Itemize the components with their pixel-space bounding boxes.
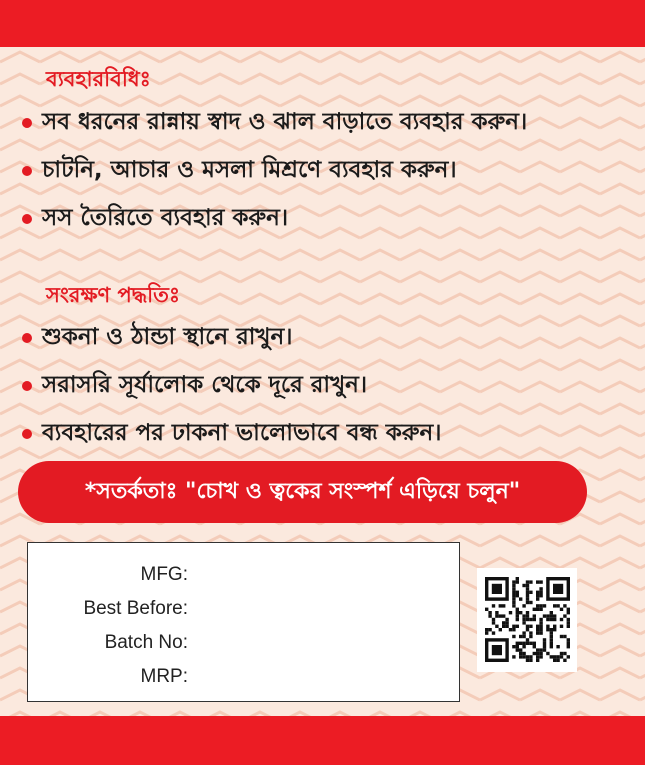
top-red-band [0, 0, 645, 47]
storage-item: সরাসরি সূর্যালোক থেকে দূরে রাখুন। [22, 363, 441, 411]
bottom-red-band [0, 716, 645, 765]
bullet-icon [22, 381, 32, 391]
storage-heading: সংরক্ষণ পদ্ধতিঃ [46, 283, 181, 307]
storage-list [22, 315, 441, 459]
storage-item: শুকনা ও ঠান্ডা স্থানে রাখুন। [22, 315, 441, 363]
batch-no-label: Batch No: [104, 632, 188, 653]
bullet-icon [22, 333, 32, 343]
bullet-icon [22, 166, 32, 176]
usage-heading: ব্যবহারবিধিঃ [46, 67, 151, 91]
bullet-icon [22, 214, 32, 224]
storage-item: ব্যবহারের পর ঢাকনা ভালোভাবে বন্ধ করুন। [22, 411, 441, 459]
usage-item: চাটনি, আচার ও মসলা মিশ্রণে ব্যবহার করুন। [22, 148, 527, 196]
best-before-label: Best Before: [83, 598, 188, 619]
usage-item: সস তৈরিতে ব্যবহার করুন। [22, 196, 527, 244]
label-content [0, 47, 645, 716]
usage-list [22, 100, 527, 244]
mrp-label: MRP: [140, 666, 188, 687]
bullet-icon [22, 429, 32, 439]
batch-info-box [27, 542, 460, 702]
qr-code-icon[interactable] [477, 568, 577, 672]
usage-item: সব ধরনের রান্নায় স্বাদ ও ঝাল বাড়াতে ব্যবহার করুন। [22, 100, 527, 148]
mfg-label: MFG: [140, 564, 188, 585]
bullet-icon [22, 118, 32, 128]
warning-banner: *সতর্কতাঃ "চোখ ও ত্বকের সংস্পর্শ এড়িয়ে চলুন" [18, 461, 587, 523]
